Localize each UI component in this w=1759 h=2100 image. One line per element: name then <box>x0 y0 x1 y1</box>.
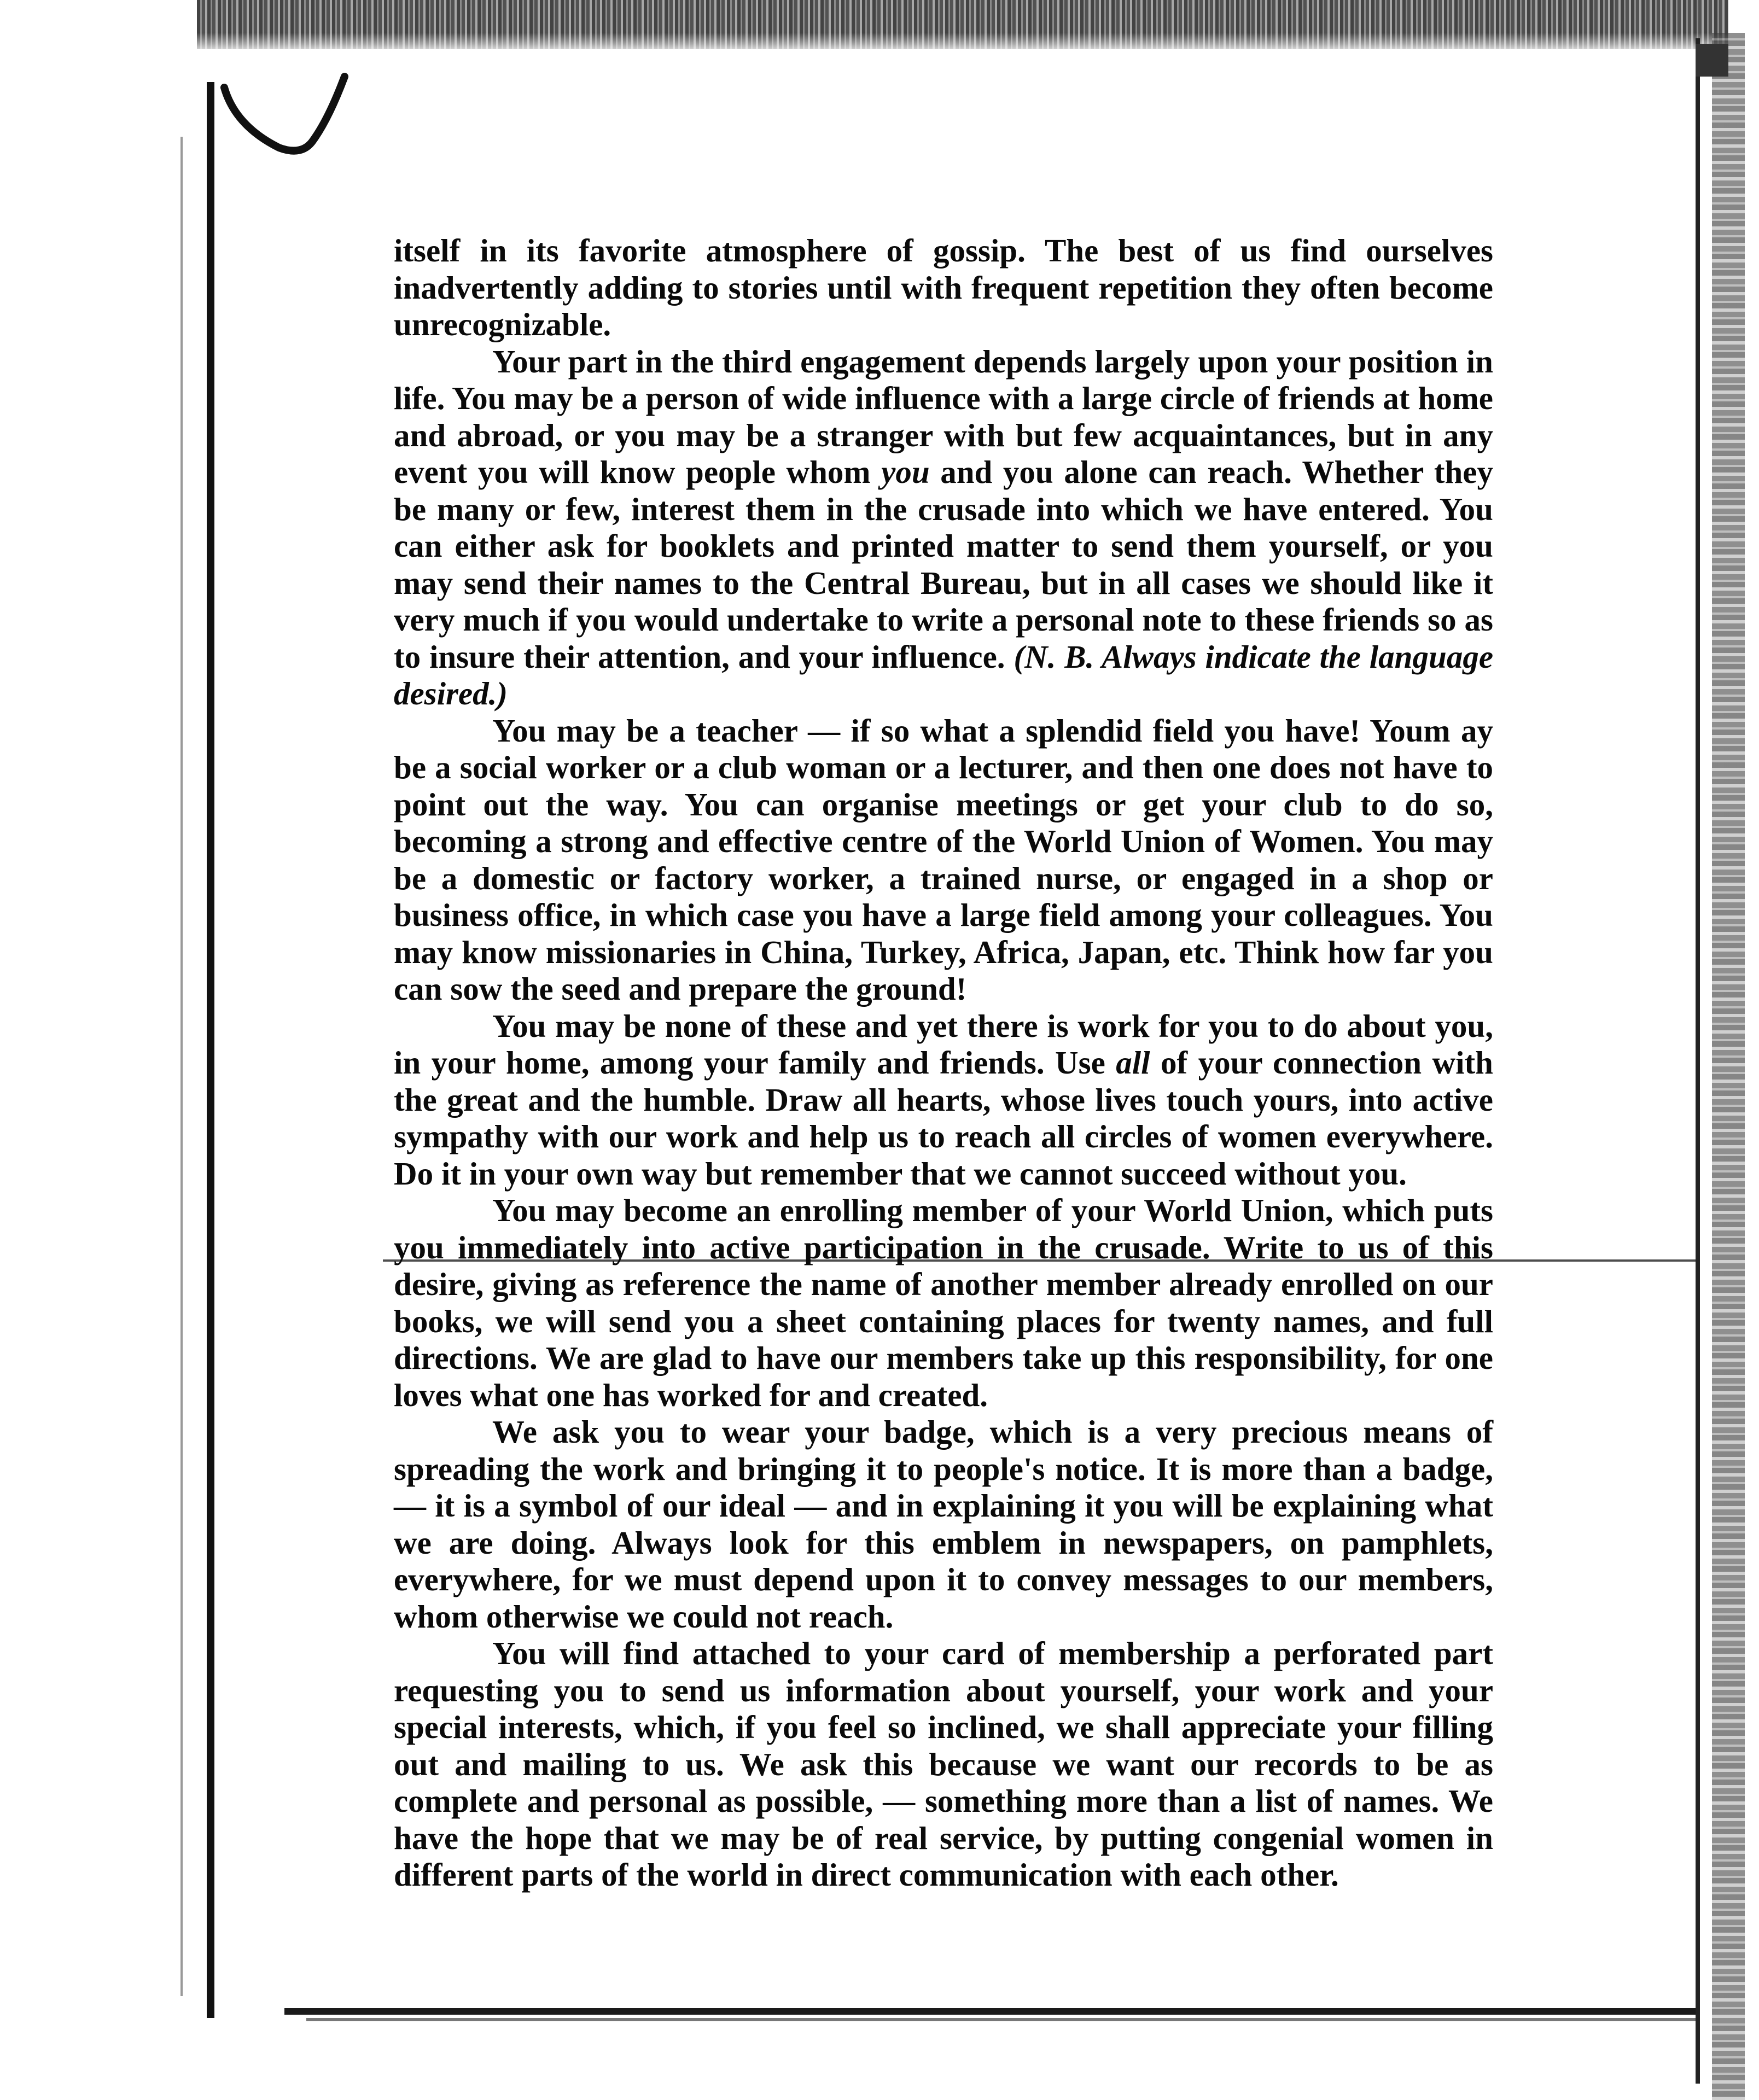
text-run-italic: you <box>881 454 930 490</box>
text-run: Your part in the third engagement depends largely upon your position in life. You may be a person of wide influence with a large circle of friends at home and abroad, or you may be a stranger with but few acquaintances, but in any event you will know people whom <box>394 343 1493 490</box>
paragraph-4 <box>394 1008 1493 1193</box>
paragraph-5 <box>394 1192 1493 1414</box>
paragraph-6 <box>394 1414 1493 1635</box>
paragraph-7 <box>394 1635 1493 1894</box>
paragraph-2 <box>394 343 1493 713</box>
text-run: We ask you to wear your badge, which is a very precious means of spreading the work and bringing it to people's notice. It is more than a badge, — it is a symbol of our ideal — and in explaining it you will be explaining what we are doing. Always look for this emblem in newspapers, on pamphlets, everywhere, for we must depend upon it to convey messages to our members, whom otherwise we could not reach. <box>394 1414 1493 1635</box>
document-body <box>394 232 1493 1894</box>
scan-left-shadow <box>180 137 183 1996</box>
text-run-italic: (N. B. Always indicate the language desired.) <box>394 638 1493 711</box>
scan-bottom-edge <box>284 2008 1696 2015</box>
paragraph-1 <box>394 232 1493 343</box>
text-run: and you alone can reach. Whether they be many or few, interest them in the crusade into which we have entered. You can either ask for booklets and printed matter to send them yourself, or you may send their names to the Central Bureau, but in all cases we should like it very much if you would undertake to write a personal note to these friends so as to insure their attention, and your influence. <box>394 454 1493 675</box>
scan-right-border <box>1696 38 1700 2084</box>
text-run-italic: all <box>1116 1045 1150 1081</box>
text-run: You may be none of these and yet there is work for you to do about you, in your home, among your family and friends. Use <box>394 1007 1493 1081</box>
scan-top-fade <box>197 33 1728 55</box>
text-run: You may become an enrolling member of your World Union, which puts you immediately into active participation in the crusade. Write to us of this desire, giving as reference the name of another member already enrolled on our books, we will send you a sheet containing places for twenty names, and full directions. We are glad to have our members take up this responsibility, for one loves what one has worked for and created. <box>394 1192 1493 1413</box>
text-run: of your connection with the great and the humble. Draw all hearts, whose lives touch yours, into active sympathy with our work and help us to reach all circles of women everywhere. Do it in your own way but remember that we cannot succeed without you. <box>394 1045 1493 1192</box>
paragraph-3 <box>394 713 1493 1008</box>
scan-bottom-shadow <box>306 2018 1696 2021</box>
hook-mark <box>219 66 372 186</box>
text-run: You will find attached to your card of membership a perforated part requesting you to send us information about yourself, your work and your special interests, which, if you feel so inclined, we shall appreciate your filling out and mailing to us. We ask this because we want our records to be as complete and personal as possible, — something more than a list of names. We have the hope that we may be of real service, by putting congenial women in different parts of the world in direct communication with each other. <box>394 1635 1493 1893</box>
scan-left-edge <box>207 82 214 2018</box>
scan-corner-mark <box>1696 44 1728 77</box>
text-run: You may be a teacher — if so what a splendid field you have! Youm ay be a social worker or a club woman or a lecturer, and then one does not have to point out the way. You can organise meetings or get your club to do so, becoming a strong and effective centre of the World Union of Women. You may be a domestic or factory worker, a trained nurse, or engaged in a shop or business office, in which case you have a large field among your colleagues. You may know missionaries in China, Turkey, Africa, Japan, etc. Think how far you can sow the seed and prepare the ground! <box>394 712 1493 1007</box>
text-run: itself in its favorite atmosphere of gossip. The best of us find ourselves inadvertently adding to stories until with frequent repetition they often become unrecognizable. <box>394 232 1493 342</box>
scan-right-edge <box>1712 33 1745 2100</box>
